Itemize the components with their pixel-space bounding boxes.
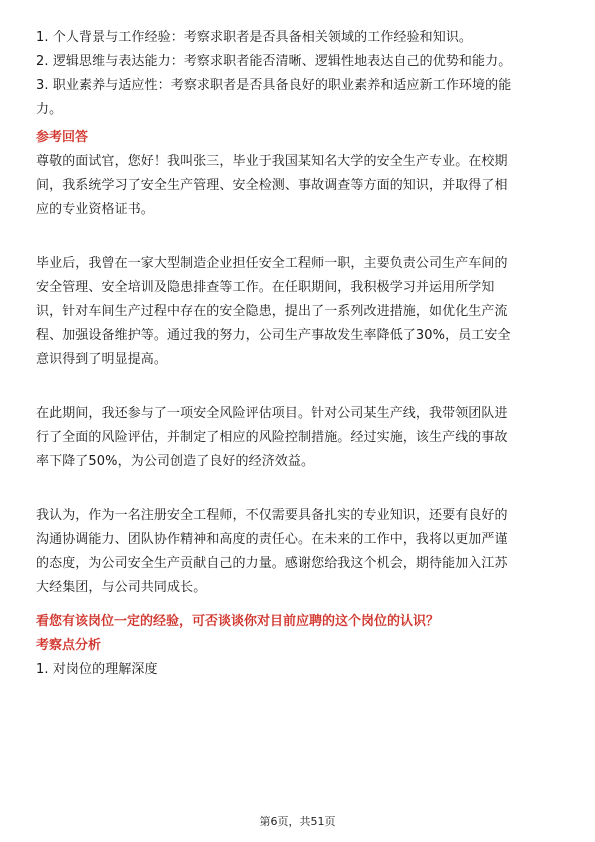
criteria-item-3-cont: 力。 [36, 102, 63, 117]
criteria-item-3: 3. 职业素养与适应性：考察求职者是否具备良好的职业素养和适应新工作环境的能 [36, 78, 512, 93]
answer-line: 尊敬的面试官，您好！我叫张三，毕业于我国某知名大学的安全生产专业。在校期 [36, 154, 508, 169]
answer-line: 在此期间，我还参与了一项安全风险评估项目。针对公司某生产线，我带领团队进 [36, 406, 508, 421]
criteria-item-2: 2. 逻辑思维与表达能力：考察求职者能否清晰、逻辑性地表达自己的优势和能力。 [36, 54, 512, 69]
answer-line: 大经集团，与公司共同成长。 [36, 580, 207, 595]
answer-paragraph-3 [36, 402, 559, 474]
answer-line: 程、加强设备维护等。通过我的努力，公司生产事故发生率降低了30%，员工安全 [36, 328, 511, 343]
answer-paragraph-4 [36, 504, 559, 600]
answer-line: 的态度，为公司安全生产贡献自己的力量。感谢您给我这个机会，期待能加入江苏 [36, 556, 508, 571]
analysis-item-1: 1. 对岗位的理解深度 [36, 662, 158, 677]
page-footer: 第6页，共51页 [259, 815, 336, 828]
answer-line: 间，我系统学习了安全生产管理、安全检测、事故调查等方面的知识，并取得了相 [36, 178, 508, 193]
answer-line: 意识得到了明显提高。 [36, 352, 168, 367]
answer-line: 毕业后，我曾在一家大型制造企业担任安全工程师一职，主要负责公司生产车间的 [36, 256, 508, 271]
answer-line: 安全管理、安全培训及隐患排查等工作。在任职期间，我积极学习并运用所学知 [36, 280, 495, 295]
document-body [36, 26, 559, 682]
answer-line: 行了全面的风险评估，并制定了相应的风险控制措施。经过实施，该生产线的事故 [36, 430, 508, 445]
analysis-heading: 考察点分析 [36, 638, 102, 653]
answer-line: 沟通协调能力、团队协作精神和高度的责任心。在未来的工作中，我将以更加严谨 [36, 532, 508, 547]
answer-paragraph-1 [36, 150, 559, 222]
criteria-item-1: 1. 个人背景与工作经验：考察求职者是否具备相关领域的工作经验和知识。 [36, 30, 473, 45]
answer-heading: 参考回答 [36, 130, 89, 145]
answer-line: 应的专业资格证书。 [36, 202, 154, 217]
question-heading: 看您有该岗位一定的经验，可否谈谈你对目前应聘的这个岗位的认识？ [36, 614, 440, 629]
answer-line: 识，针对车间生产过程中存在的安全隐患，提出了一系列改进措施，如优化生产流 [36, 304, 508, 319]
answer-line: 率下降了50%，为公司创造了良好的经济效益。 [36, 454, 315, 469]
answer-line: 我认为，作为一名注册安全工程师，不仅需要具备扎实的专业知识，还要有良好的 [36, 508, 508, 523]
answer-paragraph-2 [36, 252, 559, 372]
